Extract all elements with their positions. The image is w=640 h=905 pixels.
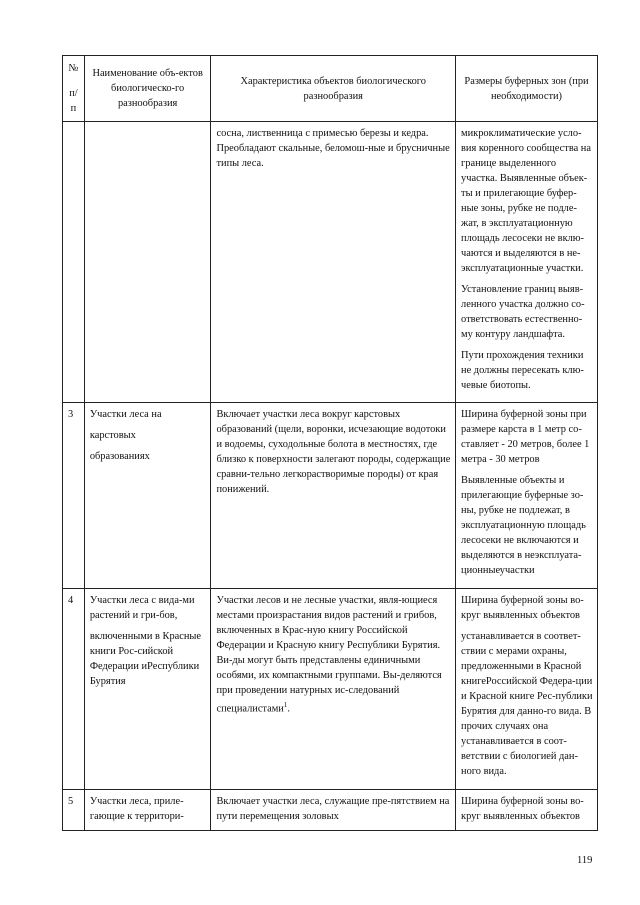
buffer-paragraph: Ширина буферной зоны во-круг выявленных объектов: [461, 796, 584, 822]
table-row: [63, 589, 598, 790]
row-number: [63, 122, 85, 403]
header-buffer: Размеры буферных зон (при необходимости): [456, 56, 598, 122]
row-description: Включает участки леса, служащие пре-пятствием на пути перемещения золовых: [211, 790, 456, 831]
buffer-paragraph: Выявленные объекты и прилегающие буферные зо-ны, рубке не подлежат, в эксплуатационную площадь лесосеки не включаются и выделяются в неэксплуата-ционныеучастки: [461, 475, 586, 576]
buffer-paragraph: Ширина буферной зоны во-круг выявленных объектов: [461, 595, 584, 621]
row-number: 3: [63, 403, 85, 589]
row-number: 4: [63, 589, 85, 790]
header-number-symbol: №: [68, 63, 79, 74]
name-line: включенными в Красные книги Рос-сийской Федерации иРеспублики Бурятия: [89, 631, 202, 687]
biodiversity-table: [62, 55, 598, 831]
name-line: Участки леса на: [89, 409, 162, 420]
table-header-row: [63, 56, 598, 122]
row-buffer: [456, 122, 598, 403]
buffer-paragraph: Ширина буферной зоны при размере карста в 1 метр со-ставляет - 20 метров, более 1 метра - 30 метров: [461, 409, 590, 465]
footnote-marker: 1: [283, 701, 288, 709]
row-description: Включает участки леса вокруг карстовых образований (щели, воронки, исчезающие водотоки и водоемы, суходольные болота в местностях, где близко к поверхности залегают породы, содержащие сравни-тельно легкорастворимые породы) от края понижений.: [211, 403, 456, 589]
buffer-paragraph: Пути прохождения техники не должны пересекать клю-чевые биотопы.: [461, 350, 584, 391]
page-number: 119: [577, 855, 593, 866]
table-row: [63, 122, 598, 403]
name-line: Участки леса, приле-гающие к территори-: [89, 796, 184, 822]
name-line: образованиях: [89, 451, 150, 462]
buffer-paragraph: устанавливается в соответ-ствии с мерами охраны, предложенными в Красной книгеРоссийской Федера-ции и Красной книге Рес-публики Бурятия для данно-го вида. В прочих случаях она устанавливается в соот-ветствии с биологией дан-ного вида.: [461, 631, 593, 777]
row-name: [84, 403, 211, 589]
row-buffer: [456, 790, 598, 831]
row-buffer: [456, 589, 598, 790]
header-name: Наименование объ-ектов биологическо-го разнообразия: [84, 56, 211, 122]
name-line: Участки леса с вида-ми растений и гри-бов,: [89, 595, 195, 621]
header-description: Характеристика объектов биологического разнообразия: [211, 56, 456, 122]
buffer-paragraph: микроклиматические усло-вия коренного сообщества на границе выделенного участка. Выявленные объек-ты и прилегающие буфер-ные зоны, рубке не подле-жат, в эксплуатационную площадь лесосеки не вклю-чаются и выделяются в не-эксплуатационные участки.: [461, 128, 591, 274]
row-buffer: [456, 403, 598, 589]
table-row: [63, 403, 598, 589]
row-number: 5: [63, 790, 85, 831]
row-name: [84, 589, 211, 790]
header-number: [63, 56, 85, 122]
row-name: [84, 790, 211, 831]
header-number-abbr: п/п: [69, 88, 78, 114]
description-text: Участки лесов и не лесные участки, явля-ющиеся местами произрастания видов растений и грибов, включенных в Крас-ную книгу Российской Федерации и Красную книгу Республики Бурятия. Ви-ды могут быть представлены единичными особями, их компактными группами. Вы-деляются при проведении натурных ис-следований специалистами: [216, 595, 442, 715]
row-name: [84, 122, 211, 403]
row-description: Участки лесов и не лесные участки, явля-ющиеся местами произрастания видов растений и грибов, включенных в Крас-ную книгу Российской Федерации и Красную книгу Республики Бурятия. Ви-ды могут быть представлены единичными особями, их компактными группами. Вы-деляются при проведении натурных ис-следований специалистами$^1$.: [211, 589, 456, 790]
name-line: карстовых: [89, 430, 136, 441]
table-row: [63, 790, 598, 831]
buffer-paragraph: Установление границ выяв-ленного участка должно со-ответствовать естественно-му контуру ландшафта.: [461, 284, 585, 340]
row-description: сосна, лиственница с примесью березы и кедра. Преобладают скальные, беломош-ные и брусничные типы леса.: [211, 122, 456, 403]
